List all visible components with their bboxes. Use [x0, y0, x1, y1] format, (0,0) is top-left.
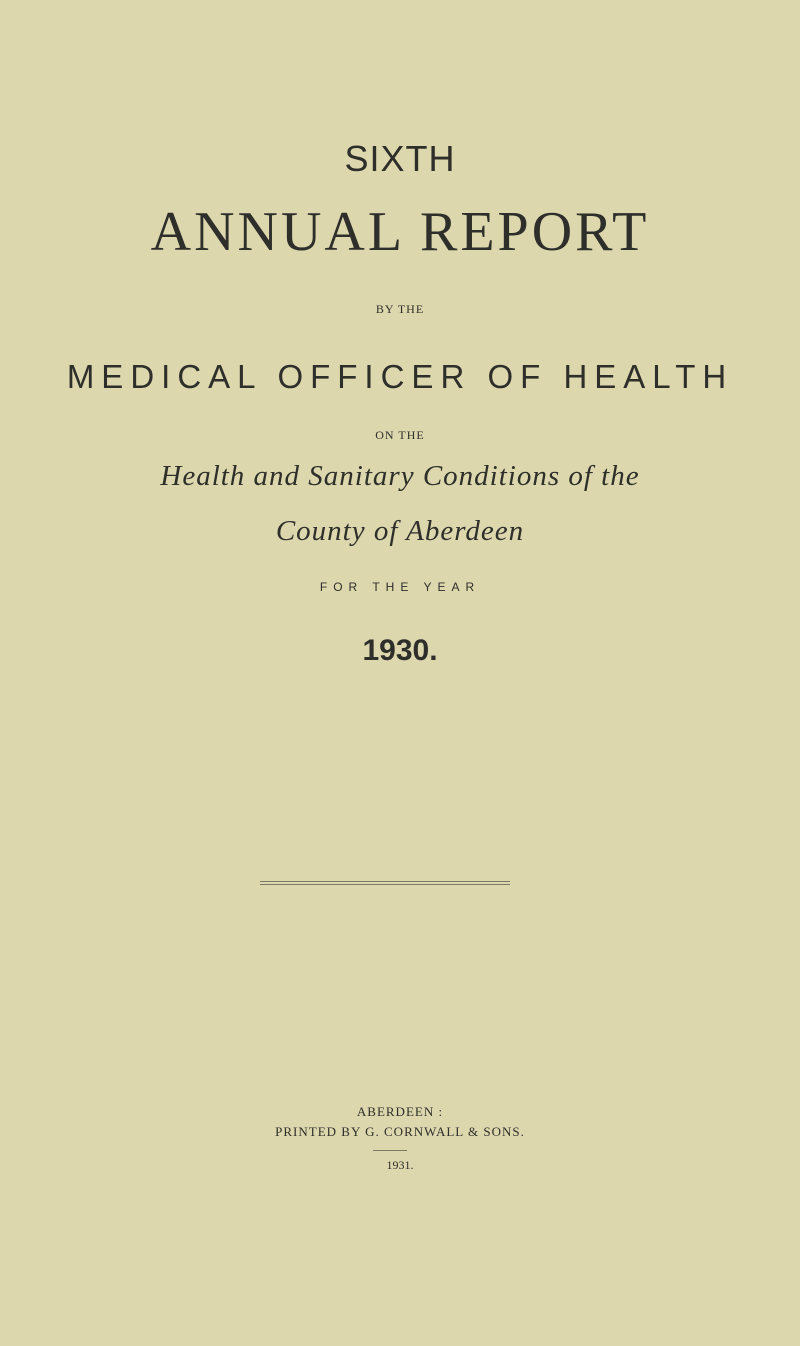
imprint-year: 1931.: [386, 1158, 414, 1172]
officer-title: MEDICAL OFFICER OF HEALTH: [66, 358, 734, 395]
subject-line-1: Health and Sanitary Conditions of the: [160, 460, 640, 492]
by-the-label: BY THE: [375, 302, 425, 316]
on-the-label: ON THE: [375, 428, 425, 442]
double-rule-divider: [260, 881, 510, 885]
imprint-printer: PRINTED BY G. CORNWALL & SONS.: [275, 1124, 525, 1139]
subject-line-2: County of Aberdeen: [275, 515, 525, 547]
for-the-year-label: FOR THE YEAR: [319, 580, 481, 594]
ordinal-heading: SIXTH: [344, 138, 456, 179]
report-year: 1930.: [362, 634, 438, 667]
main-title: ANNUAL REPORT: [150, 201, 650, 263]
short-rule-divider: [373, 1150, 407, 1151]
imprint-place: ABERDEEN :: [356, 1104, 444, 1119]
